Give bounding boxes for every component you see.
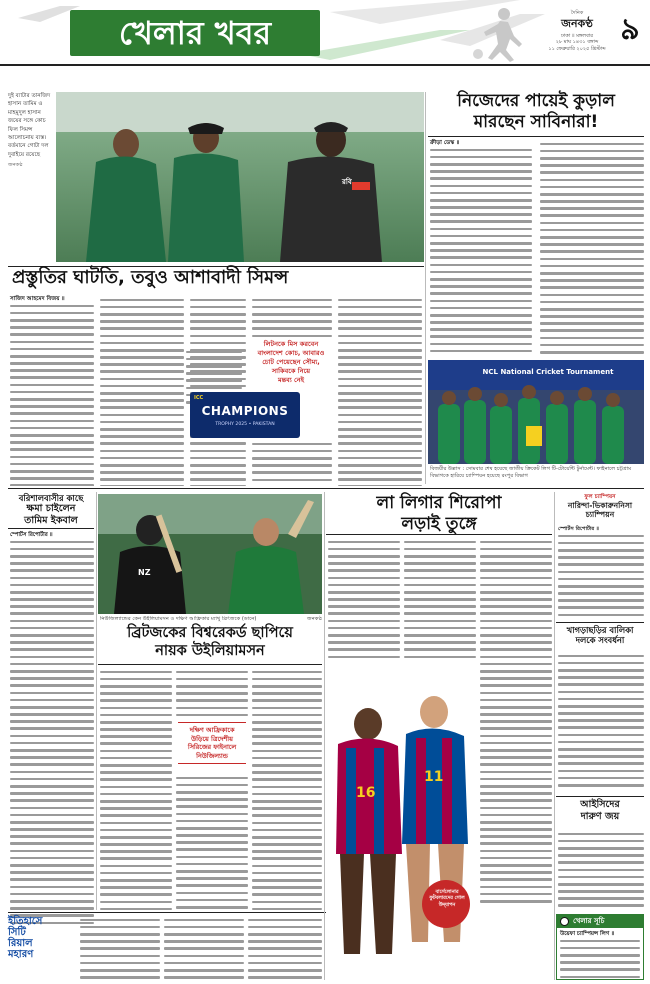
simmons-body-col5 — [338, 294, 422, 486]
school-body — [558, 530, 644, 620]
williamson-body-col2 — [176, 666, 248, 720]
simmons-body-col2 — [100, 294, 184, 486]
khagrachari-headline-line1: খাগড়াছড়ির বালিকা — [566, 625, 634, 635]
simmons-body-col4 — [252, 294, 332, 338]
williamson-body-col3 — [252, 666, 322, 910]
school-headline-line2: চ্যাম্পিয়ন — [585, 510, 615, 520]
khagrachari-headline-line2: দলকে সংবর্ধনা — [575, 635, 625, 646]
laliga-photo-label: বার্সেলোনার ফুটবলারদের গোল উদ্‌যাপন — [429, 890, 465, 908]
footballer-silhouette-icon — [470, 6, 530, 62]
city-madrid-line2: সিটি — [8, 927, 26, 938]
simmons-wrap-right — [252, 438, 332, 486]
ncl-photo — [428, 360, 644, 464]
laliga-headline-line2: লড়াই তুঙ্গে — [401, 513, 477, 534]
sabina-body-col1 — [430, 144, 532, 354]
paper-name: জনকণ্ঠ — [561, 16, 593, 30]
city-madrid-body-col1 — [80, 914, 160, 980]
section-title: খেলার খবর — [70, 10, 320, 56]
laliga-body-col2 — [404, 536, 476, 662]
williamson-photo-art — [98, 494, 322, 614]
school-headline-line1: নারিন্দা-ভিকারুননিসা — [567, 501, 633, 510]
city-madrid-line4: মহারণ — [8, 949, 34, 960]
aiconic-headline — [556, 800, 644, 822]
khagrachari-headline — [556, 626, 644, 645]
champions-trophy-logo — [190, 392, 300, 438]
tamim-rule — [8, 528, 94, 529]
laliga-rule — [326, 534, 552, 535]
champions-logo-sub: TROPHY 2025 • PAKISTAN — [215, 422, 275, 427]
simmons-byline: সাজিদ আহমেদ বিজয় ॥ — [10, 296, 65, 302]
champions-kicker-line5: মন্তব্য নেই — [277, 376, 305, 384]
williamson-rule — [98, 664, 322, 665]
school-kicker: ফুল চ্যাম্পিয়ন — [584, 494, 616, 500]
city-madrid-body-col2 — [164, 914, 244, 980]
bottom-rule — [8, 912, 326, 913]
ncl-caption: বিজয়ীর উল্লাস : সোমবার শেষ হয়েছে জাতীয় ক্রিকেট লিগ টি-টোয়েন্টি টুর্নামেন্ট। ফাইনালে চট্টগ্রাম বিভাগকে হারিয়ে চ্যাম্পিয়ন হয়েছে রংপুর বিভাগ — [430, 466, 632, 479]
photo-credit: জনকণ্ঠ — [8, 162, 23, 169]
laliga-headline-line1: লা লিগার শিরোপা — [376, 493, 502, 513]
sabina-lead-label: ক্রীড়া ডেস্ক ॥ — [430, 140, 460, 146]
williamson-photo-credit: জনকণ্ঠ — [307, 616, 322, 622]
vrule-right — [554, 492, 555, 980]
champions-kicker-line3: চোট পেয়েছেন সৌম্য, — [262, 358, 320, 366]
simmons-headline: প্রস্তুতির ঘাটতি, তবুও আশাবাদী সিমন্স — [12, 267, 289, 288]
city-madrid-headline — [8, 916, 78, 960]
laliga-body-col1 — [328, 536, 400, 662]
sports-list-title: খেলার সূচি — [573, 917, 605, 925]
ncl-banner: NCL National Cricket Tournament — [482, 368, 614, 376]
williamson-headline — [98, 626, 322, 660]
sabina-headline-line1: নিজেদের পায়েই কুড়াল — [457, 91, 615, 111]
ball-icon — [560, 917, 569, 926]
top-photo-caption — [8, 92, 54, 262]
page-number: ৯ — [620, 12, 640, 47]
school-headline — [556, 502, 644, 520]
paper-brand — [540, 10, 614, 52]
tamim-headline-line1: বরিশালবাসীর কাছে — [18, 493, 84, 503]
champions-logo-badge: ICC — [194, 395, 204, 401]
tamim-headline-line2: ক্ষমা চাইলেন — [26, 503, 76, 515]
date-line-1: ঢাকা ॥ মঙ্গলবার — [560, 32, 594, 39]
aiconic-headline-line1: আইসিদের — [580, 799, 620, 810]
tamim-byline: স্পোর্টস রিপোর্টার ॥ — [10, 532, 53, 538]
williamson-body-col2b — [176, 772, 248, 910]
city-madrid-line3: রিয়াল — [8, 938, 33, 949]
sports-list-box — [556, 914, 644, 980]
williamson-headline-line1: ব্রিটজকের বিশ্বরেকর্ড ছাপিয়ে — [127, 625, 293, 641]
laliga-headline — [326, 494, 552, 533]
laliga-photo-art — [326, 664, 476, 964]
williamson-body-col1 — [100, 666, 172, 910]
laliga-photo — [326, 664, 476, 964]
vrule-mid — [324, 492, 325, 980]
williamson-callout: দক্ষিণ আফ্রিকাকে উড়িয়ে ত্রিদেশীয় সিরিজের ফাইনালে নিউজিল্যান্ড — [178, 722, 246, 764]
laliga-jersey-right: 11 — [424, 769, 444, 785]
khagrachari-body — [558, 650, 644, 794]
masthead — [0, 0, 650, 86]
vrule-top — [425, 92, 426, 484]
champions-kicker-line1: লিটনকে মিস করবেন — [263, 340, 319, 348]
jersey-sponsor-text: রবি — [342, 178, 352, 186]
laliga-jersey-left: 16 — [356, 785, 376, 801]
side-caption: দুই ব্যাটার তানজিদ হাসান তামিম ও মাহমুদুল হাসান জয়ের সঙ্গে কোচ ফিল সিমন্স আলোচনায় ব্যস্ত। বর্তমানে গোটা দল দুবাইয়ে রয়েছে — [8, 93, 51, 158]
tamim-headline — [8, 494, 94, 526]
champions-kicker-line4: সাকিবকে নিয়ে — [271, 367, 311, 375]
laliga-body-col3 — [480, 536, 552, 910]
school-byline: স্পোর্টস রিপোর্টার ॥ — [558, 526, 599, 532]
date-line-3: ১১ ফেব্রুয়ারি ২০২৫ খ্রিস্টাব্দ — [548, 45, 606, 52]
sabina-rule — [428, 136, 644, 137]
vrule-left — [96, 492, 97, 910]
city-madrid-body-col3 — [248, 914, 322, 980]
sports-list-header — [557, 915, 643, 928]
simmons-body-col1 — [10, 300, 94, 486]
aiconic-rule — [556, 796, 644, 797]
champions-kicker-line2: বাংলাদেশ কোচ, আবারও — [257, 349, 325, 357]
top-photo — [56, 92, 424, 262]
williamson-photo-caption: নিউজিল্যান্ডের কেন উইলিয়ামসন ও দক্ষিণ আফ্রিকার ম্যাথু ব্রিৎজকে (ডানে) — [100, 616, 257, 622]
sports-list-entry: উয়েফা চ্যাম্পিয়ন্স লিগ ॥ — [560, 931, 615, 937]
paper-kicker: দৈনিক — [570, 10, 584, 16]
tamim-headline-line3: তামিম ইকবাল — [24, 514, 78, 526]
sabina-headline-line2: মারছেন সাবিনারা! — [473, 111, 599, 132]
tamim-body — [10, 536, 94, 926]
williamson-jersey-text: NZ — [138, 568, 151, 577]
champions-logo-word: CHAMPIONS — [201, 404, 289, 418]
date-line-2: ২৮ মাঘ ১৪৩১ বঙ্গাব্দ — [555, 39, 599, 46]
williamson-photo — [98, 494, 322, 614]
aiconic-headline-line2: দারুণ জয় — [580, 810, 620, 822]
sports-list-details — [560, 935, 640, 979]
khagrachari-rule — [556, 622, 644, 623]
williamson-headline-line2: নায়ক উইলিয়ামসন — [155, 642, 265, 659]
city-madrid-line1: ইতিহাসে — [8, 916, 43, 927]
sabina-headline — [428, 92, 644, 131]
middle-rule — [8, 488, 644, 489]
sabina-body-col2 — [540, 138, 644, 354]
champions-kicker — [246, 340, 336, 385]
top-photo-art — [56, 92, 424, 262]
aiconic-body — [558, 828, 644, 912]
